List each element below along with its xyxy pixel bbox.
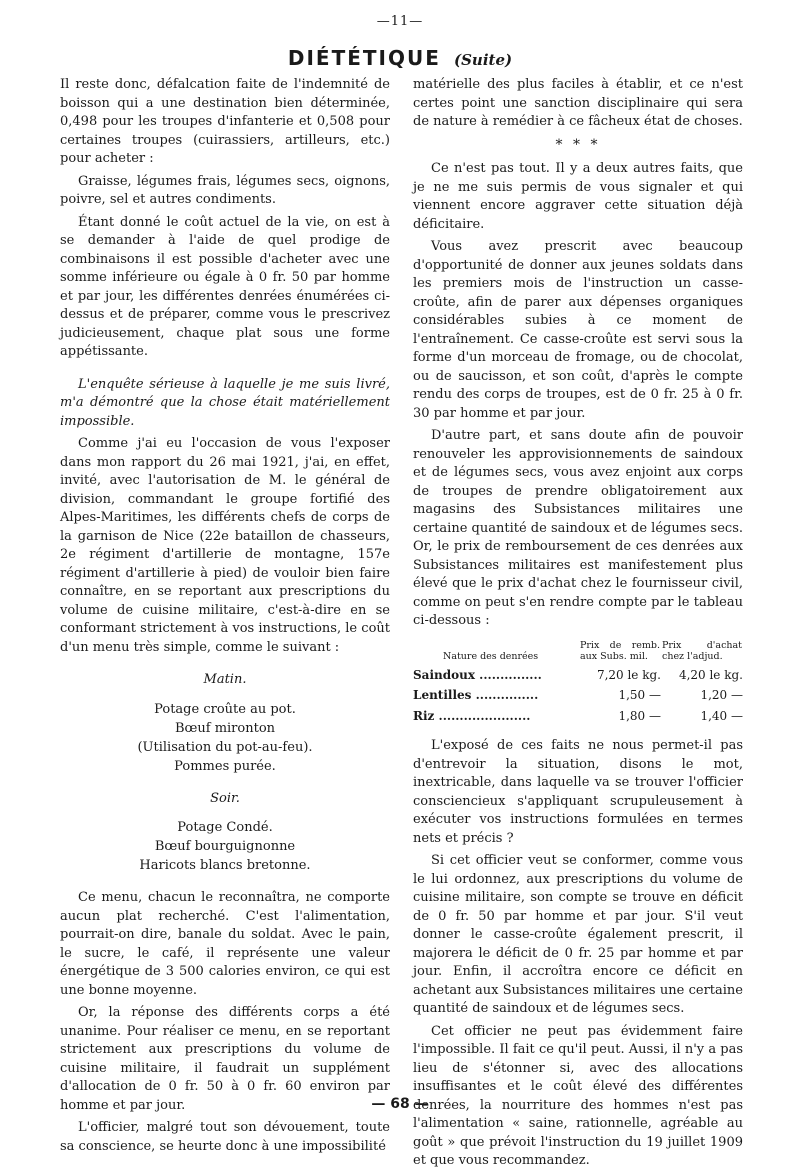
menu-morning: [60, 671, 390, 776]
table-row: [413, 707, 743, 728]
paragraph: Si cet officier veut se conformer, comme vous le lui ordonnez, aux prescriptions du volume de cuisine militaire, son compte se trouve en déficit de 0 fr. 50 par homme et par jour. S'il veut donner le casse-croûte également prescrit, il majorera le déficit de 0 fr. 25 par homme et par jour. Enfin, il accroîtra encore ce déficit en achetant aux Subsistances militaires une certaine quantité de saindoux et de légumes secs.: [413, 853, 743, 1016]
menu-item: Haricots blancs bretonne.: [139, 858, 311, 873]
price-table: [413, 639, 743, 728]
table-cell: 4,20 le kg.: [678, 667, 743, 682]
menu-heading: Soir.: [210, 790, 240, 806]
menu-item: Potage croûte au pot.: [154, 701, 296, 717]
menu-item: Bœuf mironton: [174, 720, 276, 736]
paragraph: Ce n'est pas tout. Il y a deux autres faits, que je ne me suis permis de vous signaler et qui viennent encore aggraver cette situation déjà déficitaire.: [413, 161, 743, 232]
paragraph: Il reste donc, défalcation faite de l'indemnité de boisson qui a une destination bien déterminée, 0,498 pour les troupes d'infanterie et 0,508 pour certaines troupes (cuirassiers, artilleurs, etc.) pour acheter :: [60, 77, 390, 166]
paragraph: Ce menu, chacun le reconnaîtra, ne comporte aucun plat recherché. C'est l'alimentation, pourrait-on dire, banale du soldat. Avec le pain, le sucre, le café, il représente une valeur énergétique de 3 500 calories environ, ce qui est une bonne moyenne.: [60, 890, 390, 998]
table-cell: Saindoux ...............: [413, 667, 542, 682]
paragraph: D'autre part, et sans doute afin de pouvoir renouveler les approvisionnements de saindoux et de légumes secs, vous avez enjoint aux corps de troupes de prendre obligatoirement aux magasins des Subsistances militaires une certaine quantité de saindoux et de légumes secs. Or, le prix de remboursement de ces denrées aux Subsistances militaires est manifestement plus élevé que le prix d'achat chez le fournisseur civil, comme on peut s'en rendre compte par le tableau ci-dessous :: [413, 428, 743, 628]
menu-item: Potage Condé.: [177, 820, 273, 835]
page-number: — 68 —: [371, 1096, 429, 1112]
menu-heading: Matin.: [203, 672, 247, 687]
table-cell: 7,20 le kg.: [596, 667, 661, 682]
article-subtitle: (Suite): [453, 51, 513, 69]
table-header-row: [413, 639, 743, 666]
table-cell: Riz ......................: [413, 708, 531, 723]
paragraph: matérielle des plus faciles à établir, et ce n'est certes point une sanction disciplinaire qui sera de nature à remédier à ce fâcheux état de choses.: [413, 77, 743, 129]
table-cell: 1,80 —: [618, 708, 661, 723]
menu-item: Bœuf bourguignonne: [154, 839, 296, 854]
left-column: [60, 76, 390, 1160]
table-row: [413, 666, 743, 687]
right-column: [413, 76, 743, 1175]
page-folio: —11—: [376, 14, 424, 29]
paragraph: L'officier, malgré tout son dévouement, toute sa conscience, se heurte donc à une impossibilité: [60, 1120, 390, 1154]
table-cell: 1,20 —: [700, 688, 743, 702]
article-header: [0, 46, 800, 70]
table-header: Nature des denrées: [443, 650, 539, 662]
paragraph: L'exposé de ces faits ne nous permet-il pas d'entrevoir la situation, disons le mot, inextricable, dans laquelle va se trouver l'officier consciencieux s'appliquant scrupuleusement à exécuter vos instructions formulées en termes nets et précis ?: [413, 738, 743, 846]
table-cell: 1,50 —: [618, 688, 661, 702]
paragraph: Vous avez prescrit avec beaucoup d'opportunité de donner aux jeunes soldats dans les premiers mois de l'instruction un casse-croûte, afin de parer aux dépenses organiques considérables subies à ce moment de l'entraînement. Ce casse-croûte est servi sous la forme d'un morceau de fromage, ou de chocolat, ou de saucisson, et son coût, d'après le compte rendu des corps de troupes, est de 0 fr. 25 à 0 fr. 30 par homme et par jour.: [413, 239, 743, 421]
paragraph: Étant donné le coût actuel de la vie, on est à se demander à l'aide de quel prodige de combinaisons il est possible d'acheter avec une somme inférieure ou égale à 0 fr. 50 par homme et par jour, les différentes denrées énumérées ci-dessus et de préparer, comme vous le prescrivez judicieusement, chaque plat sous une forme appétissante.: [60, 214, 390, 359]
section-separator: * * *: [555, 136, 601, 153]
article-title: DIÉTÉTIQUE: [287, 46, 441, 70]
paragraph: Comme j'ai eu l'occasion de vous l'exposer dans mon rapport du 26 mai 1921, j'ai, en effet, invité, avec l'autorisation de M. le général de division, commandant le groupe fortifié des Alpes-Maritimes, les différents chefs de corps de la garnison de Nice (22e bataillon de chasseurs, 2e régiment d'artillerie de montagne, 157e régiment d'artillerie à pied) de vouloir bien faire connaître, en se reportant aux prescriptions du volume de cuisine militaire, c'est-à-dire en se conformant strictement à vos instructions, le coût d'un menu très simple, comme le suivant :: [60, 436, 390, 655]
table-cell: 1,40 —: [700, 708, 743, 723]
menu-item: (Utilisation du pot-au-feu).: [137, 739, 313, 755]
paragraph: Graisse, légumes frais, légumes secs, oignons, poivre, sel et autres condiments.: [60, 173, 390, 207]
table-header: Prix de remb. aux Subs. mil.: [580, 639, 660, 662]
paragraph: Cet officier ne peut pas évidemment faire l'impossible. Il fait ce qu'il peut. Aussi, il n'y a pas lieu de s'étonner si, avec des allocations insuffisantes et le coût élevé des différentes denrées, la nourriture des hommes n'est pas l'alimentation « saine, rationnelle, agréable au goût » que prévoit l'instruction du 19 juillet 1909 et que vous recommandez.: [413, 1023, 743, 1168]
menu-evening: [60, 790, 390, 876]
italic-paragraph: L'enquête sérieuse à laquelle je me suis livré, m'a démontré que la chose était matériellement impossible.: [60, 376, 390, 429]
table-header: Prix d'achat chez l'adjud.: [662, 639, 742, 662]
table-cell: Lentilles ...............: [413, 688, 539, 702]
table-row: [413, 686, 743, 707]
paragraph: Or, la réponse des différents corps a été unanime. Pour réaliser ce menu, en se reportant strictement aux prescriptions du volume de cuisine militaire, il faudrait un supplément d'allocation de 0 fr. 50 à 0 fr. 60 environ par homme et par jour.: [60, 1005, 390, 1113]
menu-item: Pommes purée.: [174, 758, 276, 774]
